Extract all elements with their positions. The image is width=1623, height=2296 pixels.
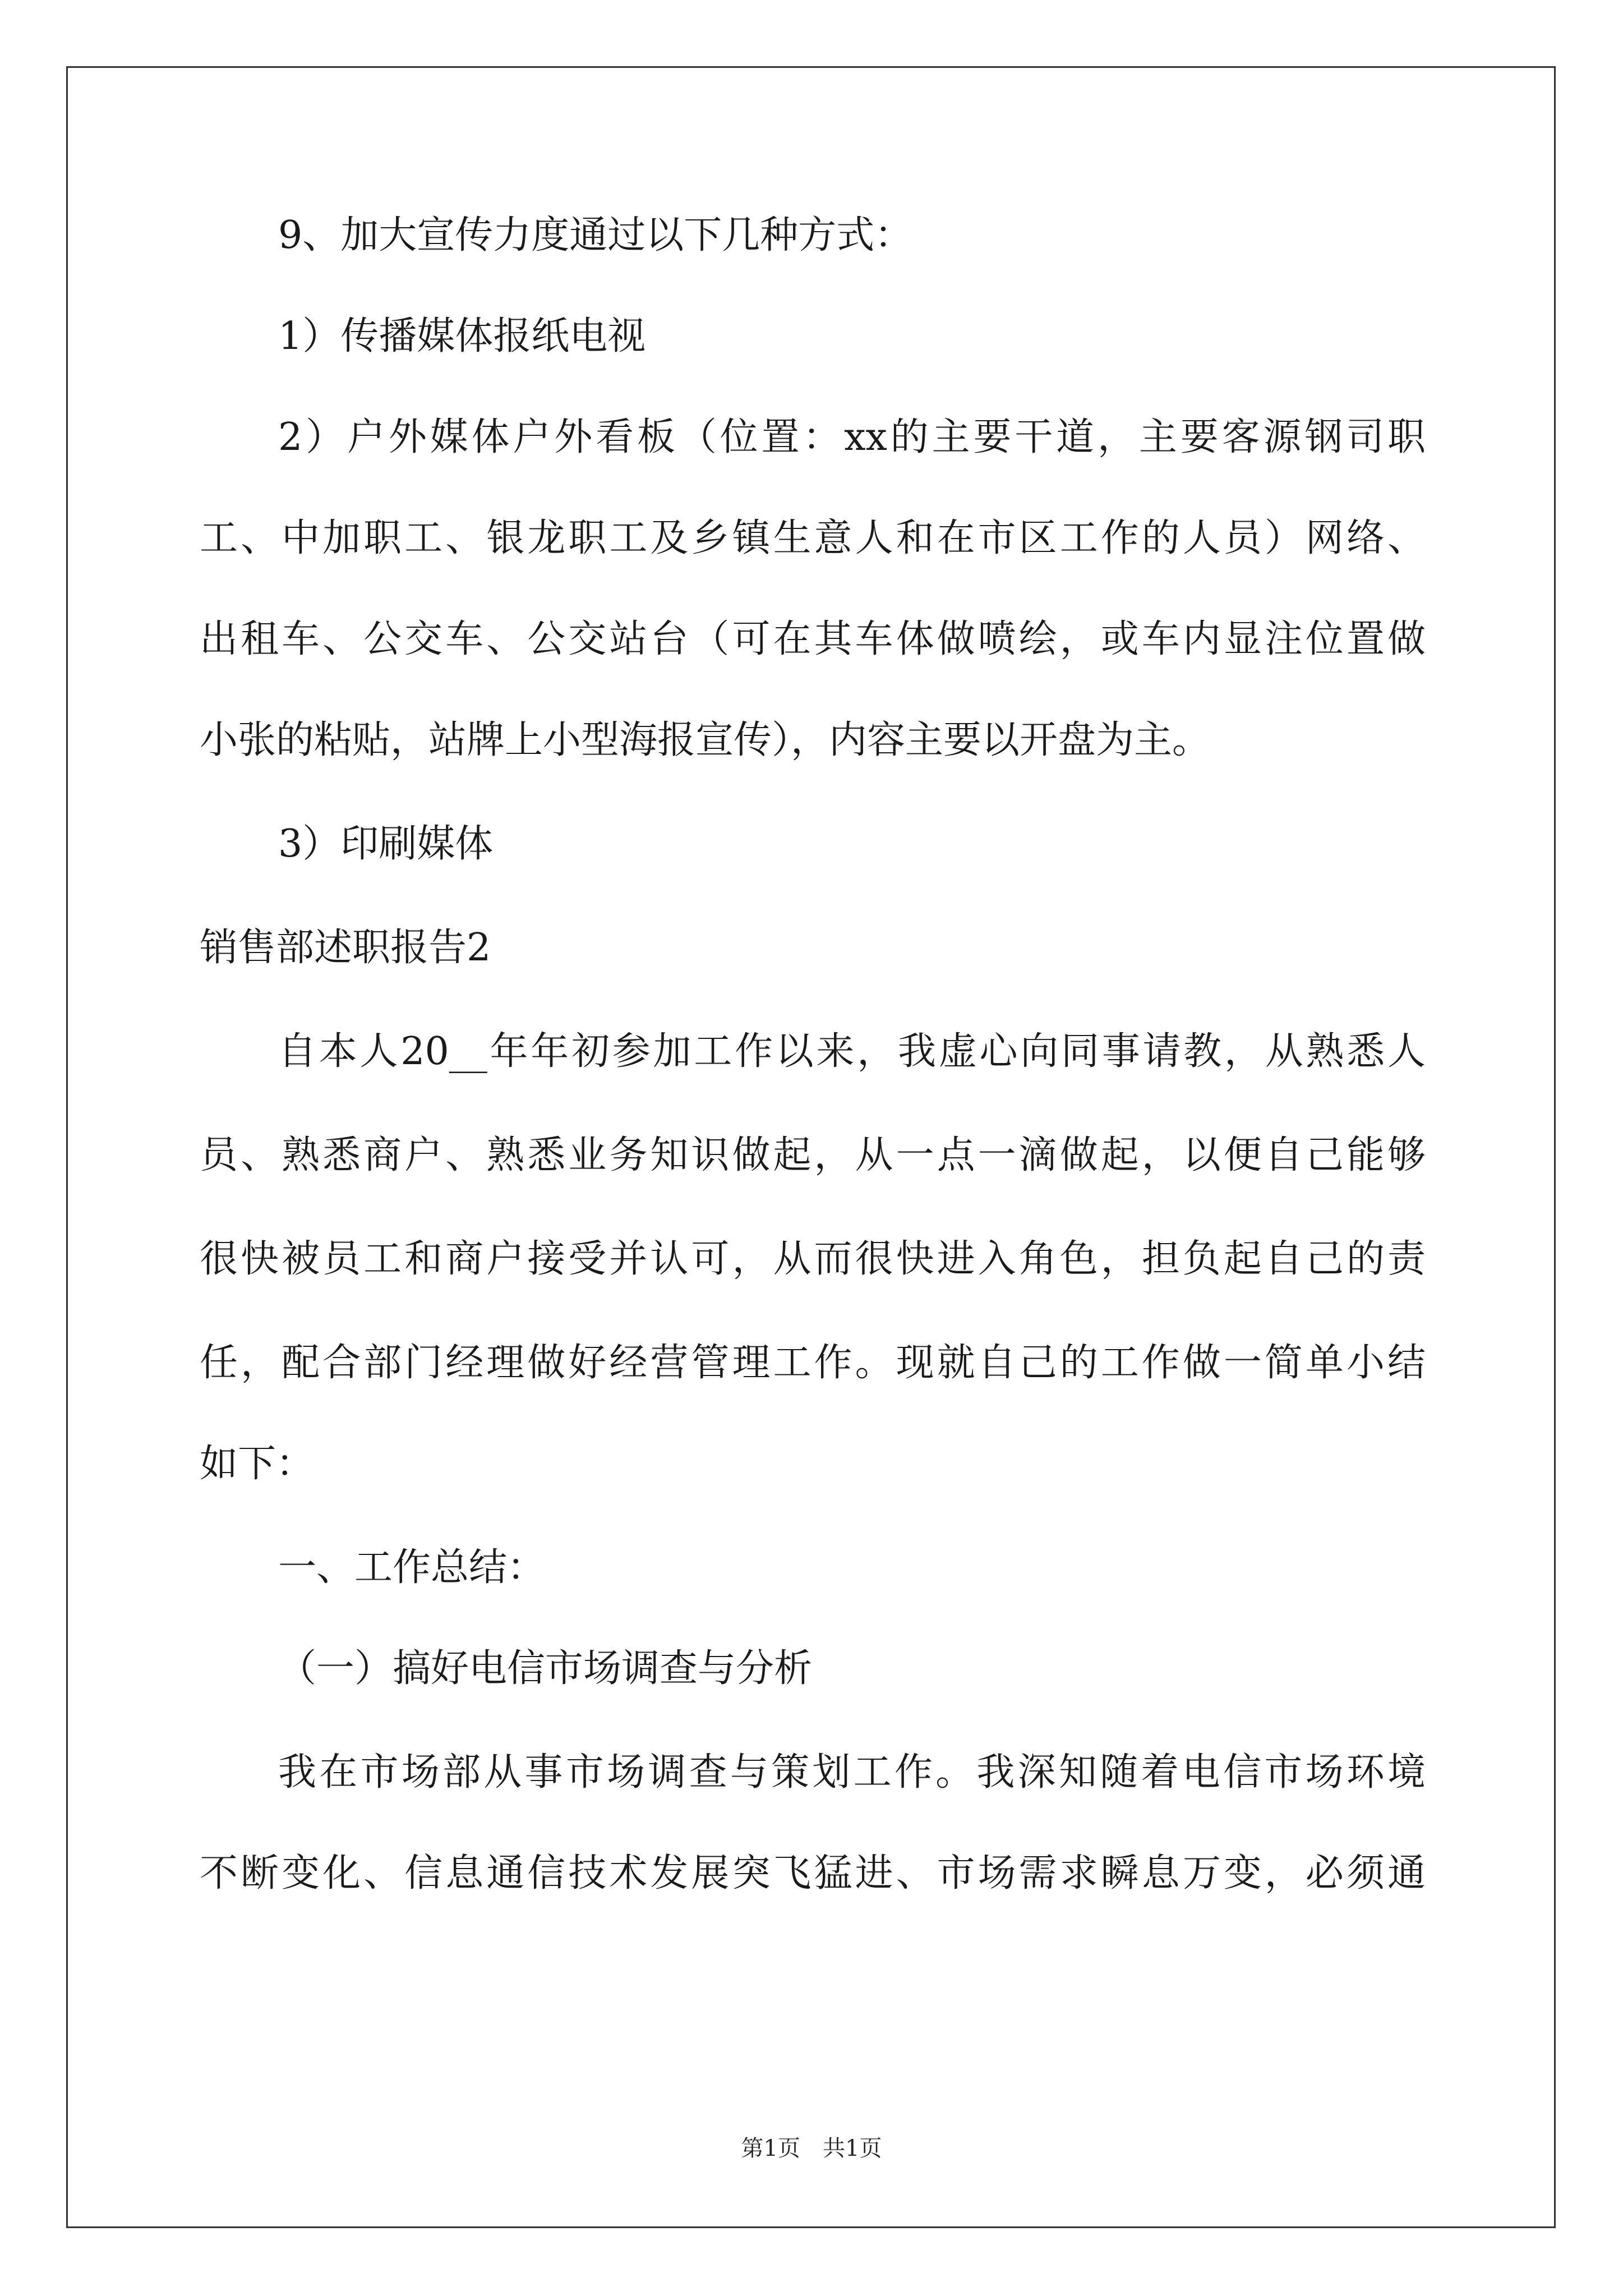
paragraph-line: 一、工作总结： xyxy=(278,1545,546,1590)
paragraph-line: 工、中加职工、银龙职工及乡镇生意人和在市区工作的人员）网络、 xyxy=(200,516,1426,560)
page-footer: 第1页 共1页 xyxy=(741,2136,882,2161)
paragraph-line: 如下： xyxy=(200,1442,315,1486)
paragraph-line: 2）户外媒体户外看板（位置：xx的主要干道，主要客源钢司职 xyxy=(278,415,1426,459)
paragraph-line: （一）搞好电信市场调查与分析 xyxy=(278,1646,813,1691)
paragraph-line: 很快被员工和商户接受并认可，从而很快进入角色，担负起自己的责 xyxy=(200,1237,1426,1281)
paragraph-line: 出租车、公交车、公交站台（可在其车体做喷绘，或车内显注位置做 xyxy=(200,617,1426,661)
paragraph-line: 9、加大宣传力度通过以下几种方式： xyxy=(278,213,913,257)
paragraph-line: 1）传播媒体报纸电视 xyxy=(278,314,646,358)
paragraph-line: 员、熟悉商户、熟悉业务知识做起，从一点一滴做起，以便自己能够 xyxy=(200,1133,1426,1177)
paragraph-line: 不断变化、信息通信技术发展突飞猛进、市场需求瞬息万变，必须通 xyxy=(200,1851,1426,1895)
paragraph-line: 我在市场部从事市场调查与策划工作。我深知随着电信市场环境 xyxy=(278,1750,1426,1795)
paragraph-line: 自本人20__年年初参加工作以来，我虚心向同事请教，从熟悉人 xyxy=(278,1029,1426,1074)
paragraph-line: 小张的粘贴，站牌上小型海报宣传），内容主要以开盘为主。 xyxy=(200,718,1211,762)
section-heading: 销售部述职报告2 xyxy=(200,926,491,970)
paragraph-line: 3）印刷媒体 xyxy=(278,822,494,866)
paragraph-line: 任，配合部门经理做好经营管理工作。现就自己的工作做一简单小结 xyxy=(200,1341,1426,1385)
